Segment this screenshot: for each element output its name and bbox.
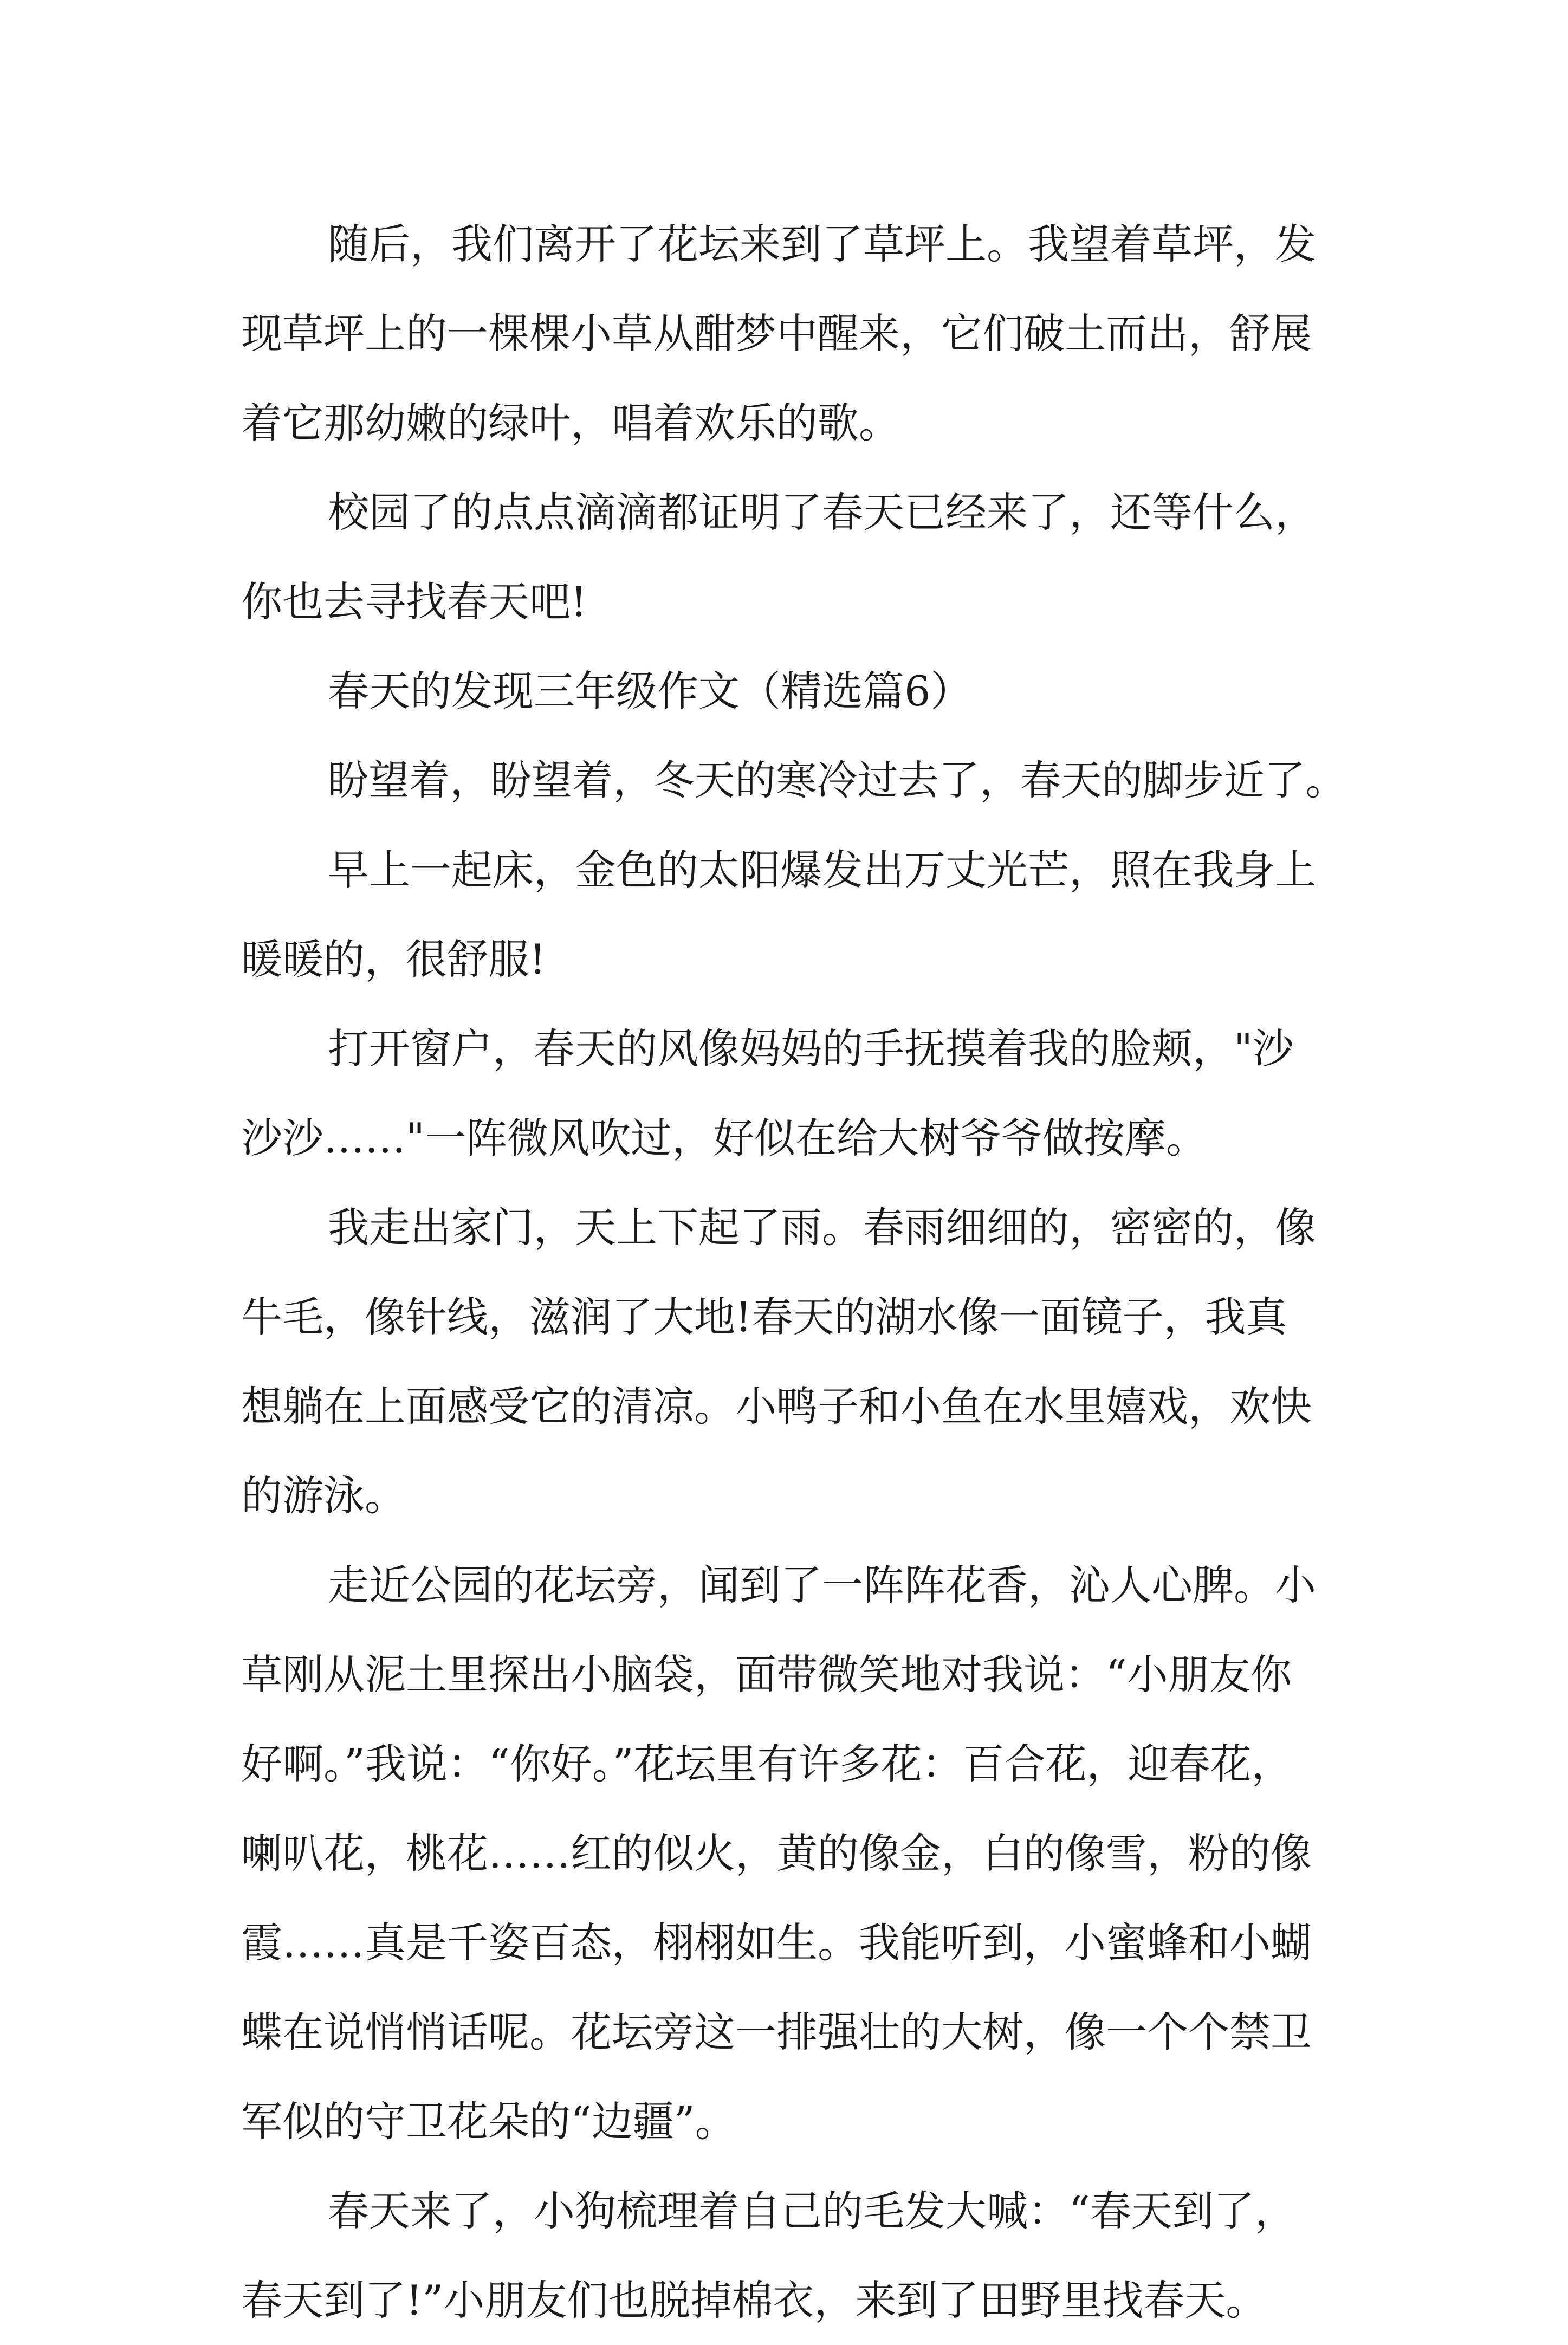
text-line: 喇叭花，桃花……红的似火，黄的像金，白的像雪，粉的像 xyxy=(241,1829,1312,1877)
text-line: 蝶在说悄悄话呢。花坛旁这一排强壮的大树，像一个个禁卫 xyxy=(241,2008,1312,2056)
text-line: 沙沙……"一阵微风吹过，好似在给大树爷爷做按摩。 xyxy=(241,1114,1207,1162)
text-line: 校园了的点点滴滴都证明了春天已经来了，还等什么， xyxy=(328,488,1316,536)
text-line: 现草坪上的一棵棵小草从酣梦中醒来，它们破土而出，舒展 xyxy=(241,309,1312,358)
text-line: 早上一起床，金色的太阳爆发出万丈光芒，照在我身上 xyxy=(328,846,1316,894)
text-line: 随后，我们离开了花坛来到了草坪上。我望着草坪，发 xyxy=(328,220,1316,268)
document-body xyxy=(241,199,1346,2345)
text-line: 军似的守卫花朵的“边疆”。 xyxy=(241,2097,736,2146)
text-line: 打开窗户，春天的风像妈妈的手抚摸着我的脸颊，"沙 xyxy=(328,1025,1294,1073)
text-line: 着它那幼嫩的绿叶，唱着欢乐的歌。 xyxy=(241,399,900,447)
text-line: 春天到了!”小朋友们也脱掉棉衣，来到了田野里找春天。 xyxy=(241,2276,1267,2324)
text-line: 我走出家门，天上下起了雨。春雨细细的，密密的，像 xyxy=(328,1203,1316,1252)
text-line: 春天来了，小狗梳理着自己的毛发大喊：“春天到了， xyxy=(328,2187,1296,2235)
text-line: 的游泳。 xyxy=(241,1472,406,1520)
text-line: 想躺在上面感受它的清凉。小鸭子和小鱼在水里嬉戏，欢快 xyxy=(241,1382,1312,1430)
section-heading: 春天的发现三年级作文（精选篇6） xyxy=(328,667,972,715)
text-line: 盼望着，盼望着，冬天的寒冷过去了，春天的脚步近了。 xyxy=(328,756,1346,804)
text-line: 好啊。”我说：“你好。”花坛里有许多花：百合花，迎春花， xyxy=(241,1740,1293,1788)
text-line: 暖暖的，很舒服! xyxy=(241,935,546,983)
text-line: 草刚从泥土里探出小脑袋，面带微笑地对我说：“小朋友你 xyxy=(241,1650,1292,1699)
text-line: 走近公园的花坛旁，闻到了一阵阵花香，沁人心脾。小 xyxy=(328,1561,1316,1609)
text-line: 霞……真是千姿百态，栩栩如生。我能听到，小蜜蜂和小蝴 xyxy=(241,1919,1312,1967)
text-line: 牛毛，像针线，滋润了大地!春天的湖水像一面镜子，我真 xyxy=(241,1293,1287,1341)
text-line: 你也去寻找春天吧! xyxy=(241,578,587,626)
